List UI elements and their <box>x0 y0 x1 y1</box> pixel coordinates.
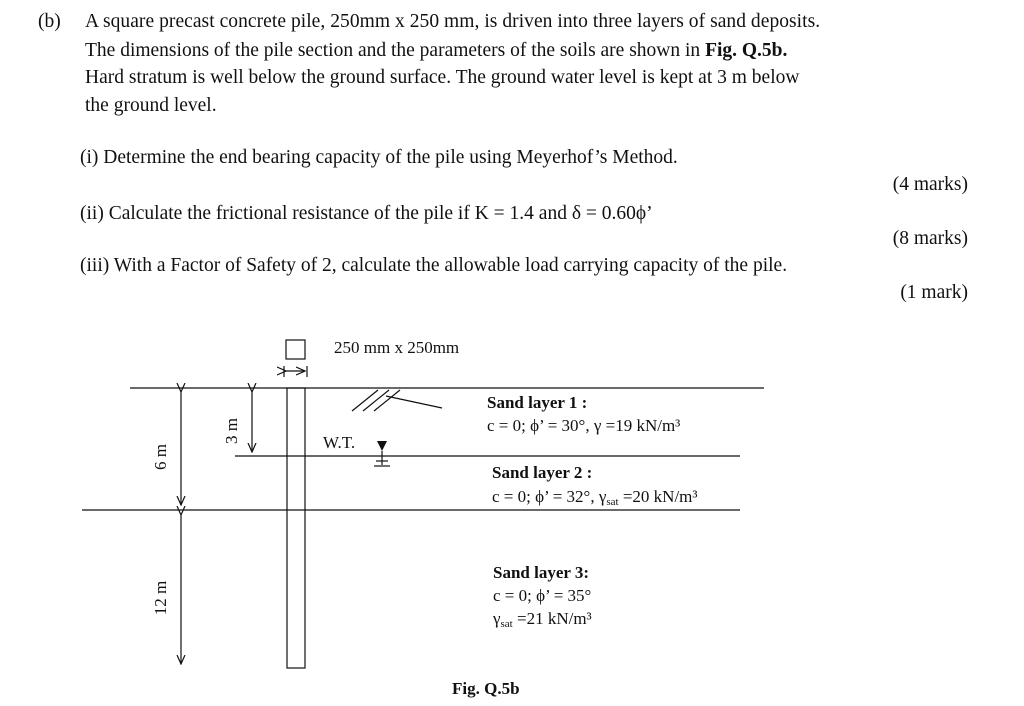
part-i-text: (i) Determine the end bearing capacity of the pile using Meyerhof’s Method. <box>80 147 678 168</box>
water-table-symbol <box>374 441 390 466</box>
question-line-3: Hard stratum is well below the ground surface. The ground water level is kept at 3 m below <box>85 67 800 88</box>
layer1-params: c = 0; ϕ’ = 30°, γ =19 kN/m³ <box>487 416 681 435</box>
part-iii-text: (iii) With a Factor of Safety of 2, calculate the allowable load carrying capacity of the pile. <box>80 255 788 276</box>
layer3-name: Sand layer 3: <box>493 563 590 582</box>
layer3-params: c = 0; ϕ’ = 35° <box>493 586 592 605</box>
dimension-12m-label: 12 m <box>151 580 170 616</box>
question-line-1: A square precast concrete pile, 250mm x 250 mm, is driven into three layers of sand deposits. <box>85 11 821 32</box>
section-dimension-label: 250 mm x 250mm <box>334 338 460 357</box>
layer2-name: Sand layer 2 : <box>492 463 593 482</box>
water-table-label: W.T. <box>323 433 356 452</box>
ground-hatch <box>352 390 442 411</box>
dimension-3m-label: 3 m <box>222 418 241 444</box>
layer2-params: c = 0; ϕ’ = 32°, γsat =20 kN/m³ <box>492 487 698 508</box>
question-label: (b) <box>38 11 61 32</box>
question-line-2-text: The dimensions of the pile section and the parameters of the soils are shown in <box>85 40 701 61</box>
pile-width-arrow <box>284 366 307 377</box>
figure-reference-period: . <box>782 40 788 61</box>
pile-section-square <box>286 340 305 359</box>
pile <box>287 388 305 668</box>
figure-reference: Fig. Q.5b <box>705 40 783 61</box>
question-line-4: the ground level. <box>85 95 217 116</box>
layer1-name: Sand layer 1 : <box>487 393 588 412</box>
part-iii-marks: (1 mark) <box>900 282 968 303</box>
part-ii-marks: (8 marks) <box>892 228 968 249</box>
figure-caption: Fig. Q.5b <box>452 679 520 698</box>
dimension-6m-label: 6 m <box>151 444 170 470</box>
part-ii-text: (ii) Calculate the frictional resistance of the pile if K = 1.4 and δ = 0.60ϕ’ <box>80 203 653 224</box>
part-i-marks: (4 marks) <box>892 174 968 195</box>
layer3-unit-weight: γsat =21 kN/m³ <box>493 609 592 630</box>
